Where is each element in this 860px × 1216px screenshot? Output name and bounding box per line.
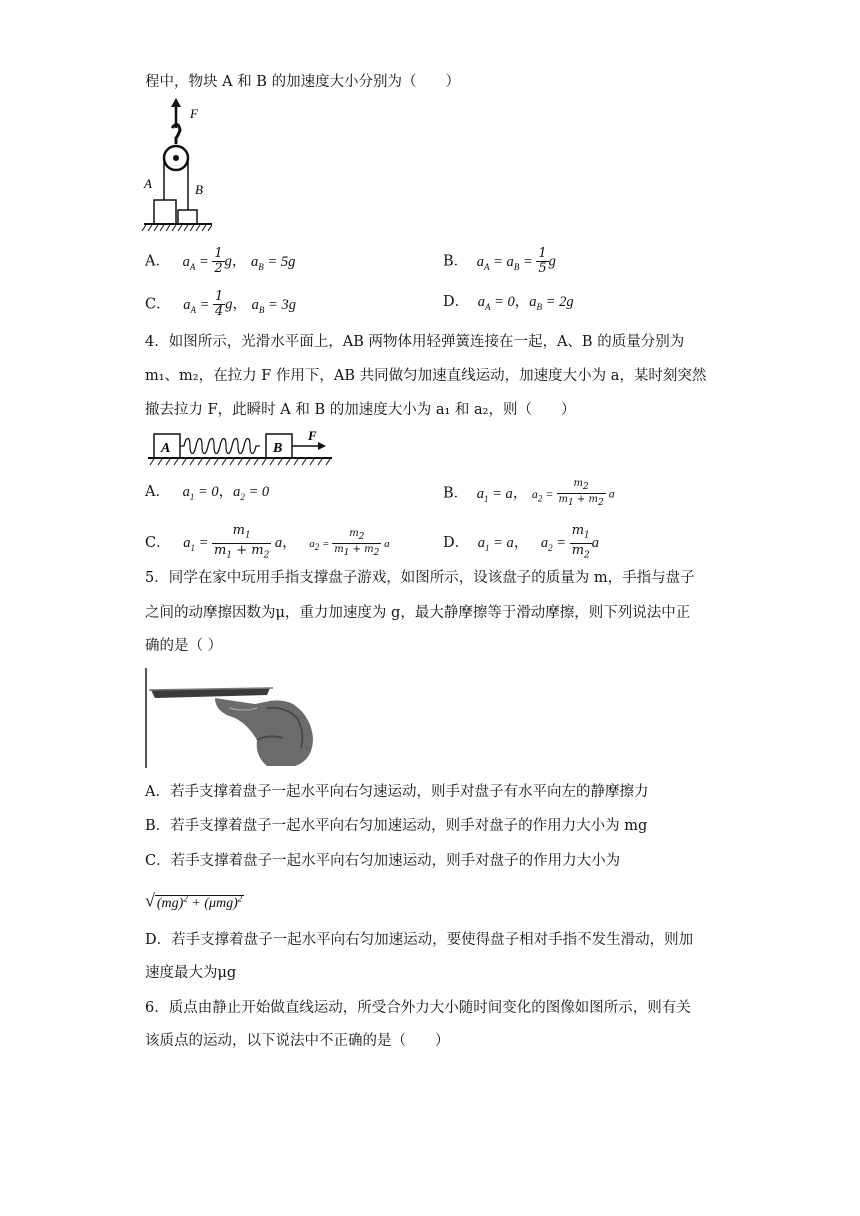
spring-figure	[146, 428, 336, 466]
q4-option-c: C． $a_1$ = $\frac{m_1}{m_1 + m_2}$ a， $a_2$ = $\frac{m_2}{m_1 + m_2}$ a	[145, 523, 390, 561]
spring-label-A: A	[161, 441, 171, 456]
q3-option-a-letter: A．	[145, 253, 170, 270]
q5-line-1: 5．同学在家中玩用手指支撑盘子游戏，如图所示，设该盘子的质量为 m，手指与盘子	[145, 570, 695, 586]
q5-line-3: 确的是（ ）	[145, 638, 223, 654]
q3-option-b: B． $a_A = a_B$ = $\frac{1}{5}$ g	[443, 246, 556, 276]
spring-label-B: B	[273, 441, 283, 456]
q4-option-d: D． $a_1 = a$， $a_2$ = $\frac{m_1}{m_2}$ a	[443, 523, 600, 561]
q4-option-b-letter: B．	[443, 485, 469, 502]
q3-option-d: D． $a_A = 0$，$a_B = 2g$	[443, 294, 574, 312]
q6-line-2: 该质点的运动，以下说法中不正确的是（ ）	[145, 1033, 450, 1049]
q6-line-1: 6．质点由静止开始做直线运动，所受合外力大小随时间变化的图像如图所示，则有关	[145, 1000, 691, 1016]
q5-option-c: C．若手支撑着盘子一起水平向右匀加速运动，则手对盘子的作用力大小为	[145, 853, 621, 869]
q4-line-3: 撤去拉力 F，此瞬时 A 和 B 的加速度大小为 a₁ 和 a₂，则（ ）	[145, 402, 576, 418]
q4-option-a: A． $a_1 = 0$，$a_2 = 0$	[145, 484, 270, 502]
q5-option-b: B．若手支撑着盘子一起水平向右匀加速运动，则手对盘子的作用力大小为 mg	[145, 818, 648, 834]
q3-option-a: A． $a_A$ = $\frac{1}{2}$ g， $a_B = 5g$	[145, 246, 296, 276]
q3-option-d-letter: D．	[443, 294, 470, 310]
q5-option-d-line-1: D．若手支撑着盘子一起水平向右匀加速运动，要使得盘子相对手指不发生滑动，则加	[145, 932, 694, 948]
plate-hand-photo	[145, 668, 315, 768]
q5-option-c-formula: √ $(mg)^2 + (\mu mg)^2$	[145, 890, 243, 911]
pulley-label-B: B	[195, 182, 203, 197]
q3-option-c: C． $a_A$ = $\frac{1}{4}$ g， $a_B = 3g$	[145, 289, 296, 319]
q4-line-1: 4．如图所示，光滑水平面上，AB 两物体用轻弹簧连接在一起，A、B 的质量分别为	[145, 334, 685, 350]
spring-label-F: F	[308, 428, 317, 443]
pulley-figure	[140, 98, 220, 233]
q4-option-a-letter: A．	[145, 484, 170, 500]
q3-option-b-letter: B．	[443, 253, 469, 270]
pulley-label-F: F	[190, 106, 198, 121]
q3-option-c-letter: C．	[145, 296, 171, 313]
q3-stem-end: 程中，物块 A 和 B 的加速度大小分别为（ ）	[145, 74, 461, 90]
q5-option-d-line-2: 速度最大为μg	[145, 965, 237, 981]
q4-option-c-letter: C．	[145, 535, 171, 552]
q4-option-d-letter: D．	[443, 535, 470, 552]
q5-option-a: A．若手支撑着盘子一起水平向右匀速运动，则手对盘子有水平向左的静摩擦力	[145, 784, 649, 800]
q4-option-b: B． $a_1 = a$， $a_2$ = $\frac{m_2}{m_1 + m_2}$ a	[443, 478, 615, 508]
pulley-label-A: A	[144, 176, 152, 191]
q5-line-2: 之间的动摩擦因数为μ，重力加速度为 g，最大静摩擦等于滑动摩擦，则下列说法中正	[145, 605, 691, 621]
q4-line-2: m₁、m₂，在拉力 F 作用下，AB 共同做匀加速直线运动，加速度大小为 a，某时刻突然	[145, 368, 707, 384]
